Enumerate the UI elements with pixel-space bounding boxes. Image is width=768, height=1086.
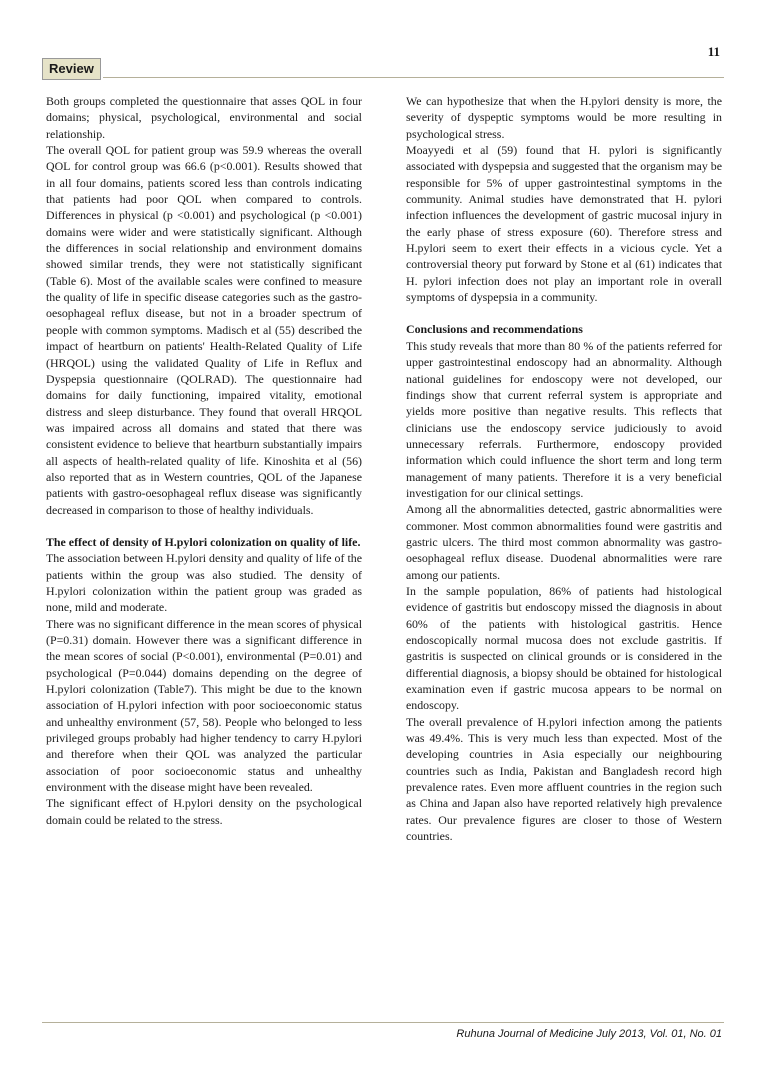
paragraph: The overall QOL for patient group was 59.9 whereas the overall QOL for control group was 66.6 (p<0.001). Results showed that in all four domains, patients scored less than controls indicating that patients had poor QOL when compared to controls. Differences in physical (p <0.001) and psychological (p <0.001) domains were wider and were statistically significant. Although the differences in social relationship and environment domains showed similar trends, they were not statistically significant (Table 6). Most of the available scales were confined to measure the quality of life in specific disease categories such as the gastro-oesophageal reflux disease, but not in a broader spectrum of people with common symptoms. Madisch et al (55) described the impact of heartburn on patients' Health-Related Quality of Life (HRQOL) using the validated Quality of Life in Reflux and Dyspepsia questionnaire (QOLRAD). The questionnaire had domains for daily functioning, impaired vitality, emotional distress and sleep disturbance. They found that overall HRQOL was impaired across all domains and stated that there was consistent evidence to believe that heartburn substantially impairs all aspects of health-related quality of life. Kinoshita et al (56) also reported that as in Western countries, QOL of the Japanese patients with gastro-oesophageal reflux disease was significantly decreased in comparison to those of healthy individuals. bbox=[46, 143, 362, 517]
section-heading: Conclusions and recommendations bbox=[406, 322, 583, 337]
footer-rule bbox=[42, 1022, 724, 1023]
paragraph: The association between H.pylori density and quality of life of the patients within the group was also studied. The density of H.pylori colonization within the patient group was graded as none, mild and moderate. bbox=[46, 551, 362, 615]
paragraph: This study reveals that more than 80 % of the patients referred for upper gastrointestinal endoscopy had an abnormality. Although national guidelines for endoscopy were not developed, our findings show that current referral system is appropriate and yields more positive than negative results. This reflects that clinicians use the endoscopy service judiciously to avoid unnecessary referrals. Furthermore, endoscopy provided information which could influence the short term and long term management of many patients. Therefore it is a very beneficial investigation for our clinical settings. bbox=[406, 338, 722, 500]
paragraph: In the sample population, 86% of patients had histological evidence of gastritis but endoscopy missed the diagnosis in about 60% of the patients with histological gastritis. Hence endoscopically normal mucosa does not exclude gastritis. If gastritis is suspected on clinical grounds or is considered in the differential diagnosis, a biopsy should be obtained for histological examination even if gastric mucosa appears to be normal on endoscopy. bbox=[406, 583, 722, 713]
paragraph: Moayyedi et al (59) found that H. pylori is significantly associated with dyspepsia and suggested that the organism may be responsible for 5% of upper gastrointestinal symptoms in the community. Animal studies have demonstrated that H. pylori infection influences the development of gastric mucosal injury in the early phase of stress exposure (60). Therefore stress and H.pylori seem to exert their effects in a vicious cycle. Yet a controversial theory put forward by Stone et al (61) indicates that H. pylori infection does not play an important role in overall symptoms of dyspepsia in a community. bbox=[406, 143, 722, 305]
paragraph: The significant effect of H.pylori density on the psychological domain could be related to the stress. bbox=[46, 796, 362, 827]
spacer bbox=[46, 518, 362, 534]
paragraph: The overall prevalence of H.pylori infection among the patients was 49.4%. This is very much less than expected. Most of the developing countries in Asia especially our neighbouring countries such as India, Pakistan and Bangladesh record high prevalence rates. Even more affluent countries in the region such as China and Japan also have reported relatively high prevalence rates. Our prevalence figures are closer to those of Western countries. bbox=[406, 714, 722, 844]
journal-footer: Ruhuna Journal of Medicine July 2013, Vol. 01, No. 01 bbox=[456, 1028, 722, 1040]
paragraph: Both groups completed the questionnaire that asses QOL in four domains; physical, psychological, environmental and social relationship. bbox=[46, 94, 362, 141]
spacer bbox=[406, 305, 722, 321]
page-number: 11 bbox=[707, 44, 720, 59]
section-label: Review bbox=[42, 58, 101, 80]
right-column bbox=[406, 93, 722, 844]
paragraph: Among all the abnormalities detected, gastric abnormalities were commoner. Most common abnormalities found were gastritis and gastric ulcers. The third most common abnormality was gastro-oesophageal reflux disease. Duodenal abnormalities were rare among our patients. bbox=[406, 502, 722, 582]
section-heading: The effect of density of H.pylori colonization on quality of life. bbox=[46, 534, 361, 549]
left-column bbox=[46, 93, 362, 828]
paragraph: We can hypothesize that when the H.pylori density is more, the severity of dyspeptic symptoms would be more resulting in psychological stress. bbox=[406, 94, 722, 141]
header-rule bbox=[103, 77, 724, 78]
paragraph: There was no significant difference in the mean scores of physical (P=0.31) domain. However there was a significant difference in the mean scores of social (P<0.001), environmental (P=0.01) and psychological (P=0.044) domains depending on the degree of H.pylori colonization (Table7). This might be due to the known association of H.pylori infection with poor socioeconomic status and unhealthy environment (57, 58). People who belonged to less privileged groups probably had higher tendency to carry H.pylori and therefore when their QOL was analyzed the particular association of poor socioeconomic status and unhealthy environment with the disease might have been revealed. bbox=[46, 616, 362, 795]
